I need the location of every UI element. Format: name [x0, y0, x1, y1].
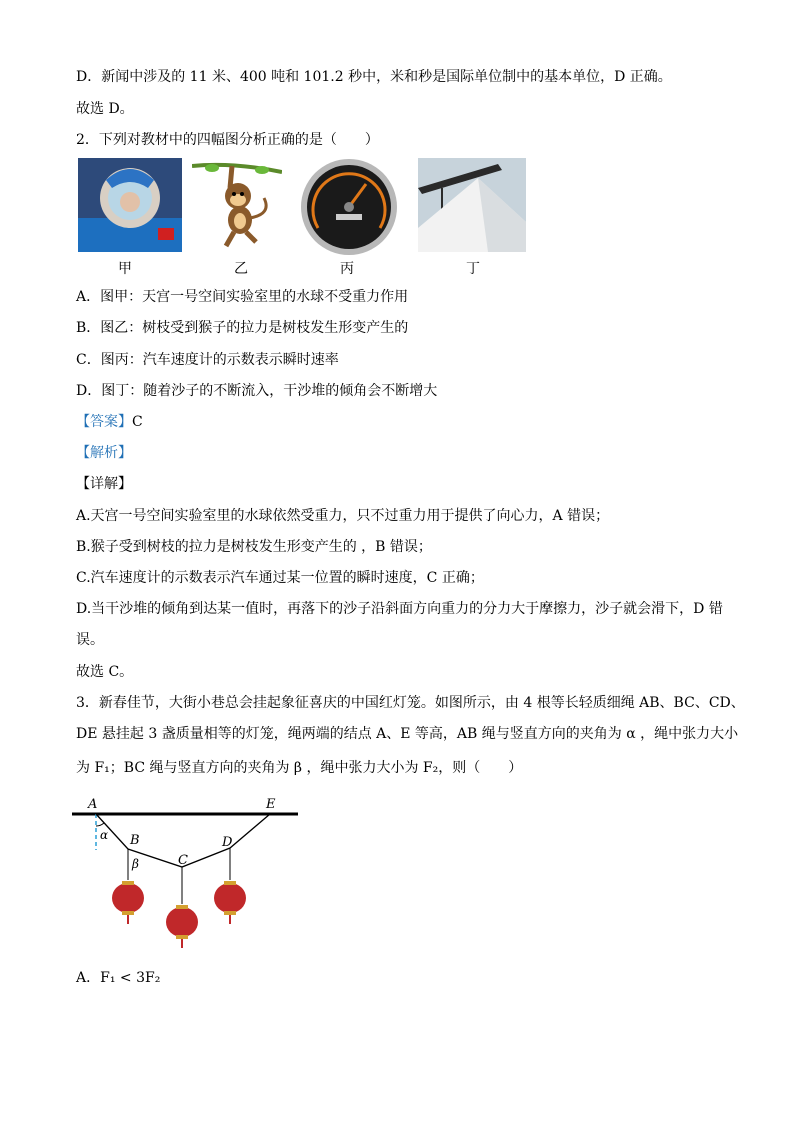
- q1-conclusion: 故选 D。: [76, 101, 134, 117]
- q2-figures: [78, 158, 538, 278]
- q3-stem-line3: 为 F₁；BC 绳与竖直方向的夹角为 β ，绳中张力大小为 F₂，则（ ）: [76, 760, 523, 776]
- q2-stem: 2．下列对教材中的四幅图分析正确的是（ ）: [76, 132, 379, 148]
- q2-answer: [76, 413, 143, 431]
- q2-analysis-tag: 【解析】: [76, 445, 132, 461]
- q2-option-d: D．图丁：随着沙子的不断流入，干沙堆的倾角会不断增大: [76, 383, 438, 399]
- caption-yi: 乙: [234, 261, 248, 277]
- label-alpha: α: [100, 828, 109, 842]
- q3-option-a: A．F₁ < 3F₂: [76, 970, 161, 986]
- caption-jia: 甲: [118, 261, 132, 277]
- q2-detail-tag: 【详解】: [76, 476, 132, 492]
- label-c: C: [178, 853, 188, 868]
- q3-stem-line2: DE 悬挂起 3 盏质量相等的灯笼，绳两端的结点 A、E 等高，AB 绳与竖直方向的夹角为 α ，绳中张力大小: [76, 726, 739, 742]
- label-b: B: [130, 833, 140, 848]
- caption-bing: 丙: [340, 261, 354, 277]
- monkey-image: [192, 158, 282, 252]
- sand-pile-photo: [418, 158, 526, 252]
- caption-ding: 丁: [466, 261, 480, 277]
- q2-detail-b: B.猴子受到树枝的拉力是树枝发生形变产生的 ，B 错误；: [76, 539, 432, 555]
- q1-option-d: D．新闻中涉及的 11 米、400 吨和 101.2 秒中，米和秒是国际单位制中的基本单位，D 正确。: [76, 69, 672, 85]
- lantern-diagram: [70, 792, 310, 952]
- q2-option-a: A．图甲：天宫一号空间实验室里的水球不受重力作用: [76, 289, 409, 305]
- q2-conclusion: 故选 C。: [76, 664, 134, 680]
- answer-value: C: [132, 414, 143, 430]
- label-a: A: [88, 797, 98, 812]
- label-d: D: [222, 835, 233, 850]
- speedometer-image: [300, 158, 398, 256]
- q2-option-b: B．图乙：树枝受到猴子的拉力是树枝发生形变产生的: [76, 320, 409, 336]
- q2-detail-c: C.汽车速度计的示数表示汽车通过某一位置的瞬时速度，C 正确；: [76, 570, 484, 586]
- q3-stem-line1: 3．新春佳节，大街小巷总会挂起象征喜庆的中国红灯笼。如图所示，由 4 根等长轻质细绳 AB、BC、CD、: [76, 695, 745, 711]
- q2-detail-a: A.天宫一号空间实验室里的水球依然受重力，只不过重力用于提供了向心力，A 错误；: [76, 508, 610, 524]
- q2-option-c: C．图丙：汽车速度计的示数表示瞬时速率: [76, 352, 339, 368]
- astronaut-photo: [78, 158, 182, 252]
- q2-detail-d: D.当干沙堆的倾角到达某一值时，再落下的沙子沿斜面方向重力的分力大于摩擦力，沙子就会滑下，D 错: [76, 601, 723, 617]
- q2-detail-d-cont: 误。: [76, 632, 104, 648]
- lantern-right: [214, 881, 246, 924]
- label-e: E: [266, 797, 276, 812]
- answer-tag: 【答案】: [76, 414, 132, 430]
- lantern-left: [112, 881, 144, 924]
- label-beta: β: [132, 857, 139, 871]
- lantern-middle: [166, 905, 198, 948]
